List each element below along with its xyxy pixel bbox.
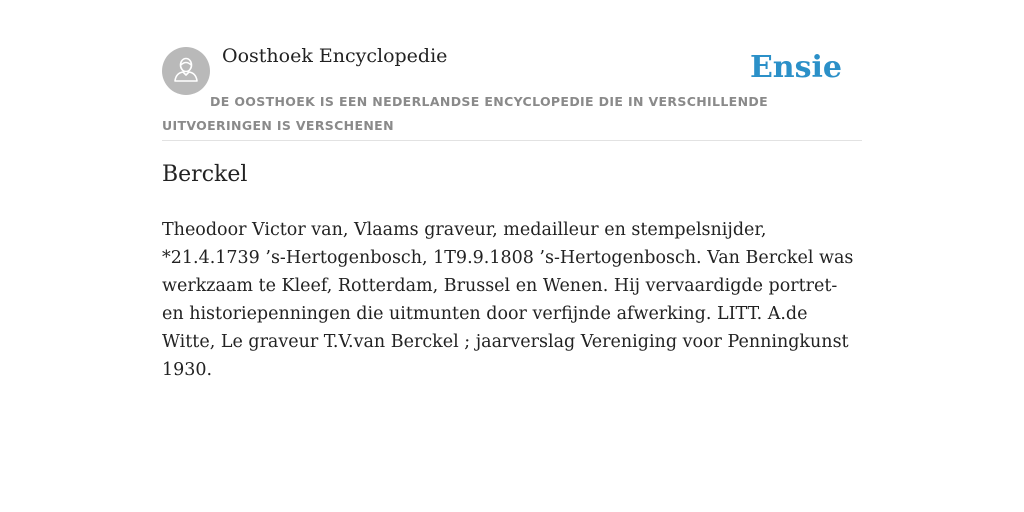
article-title: Berckel (162, 162, 248, 187)
site-header (162, 40, 862, 141)
site-name[interactable]: Oosthoek Encyclopedie (222, 45, 448, 67)
user-icon (172, 55, 200, 88)
site-tagline: DE OOSTHOEK IS EEN NEDERLANDSE ENCYCLOPEDIE DIE IN VERSCHILLENDE UITVOERINGEN IS VERSCHENEN (162, 94, 768, 133)
article-body: Theodoor Victor van, Vlaams graveur, medailleur en stempelsnijder, *21.4.1739 ’s-Hertogenbosch, 1T9.9.1808 ’s-Hertogenbosch. Van Berckel was werkzaam te Kleef, Rotterdam, Brussel en Wenen. Hij vervaardigde portret- en historiepenningen die uitmunten door verfijnde afwerking. LITT. A.de Witte, Le graveur T.V.van Berckel ; jaarverslag Vereniging voor Penningkunst 1930. (162, 220, 854, 380)
avatar[interactable] (162, 47, 210, 95)
brand-logo[interactable]: Ensie (749, 50, 842, 85)
